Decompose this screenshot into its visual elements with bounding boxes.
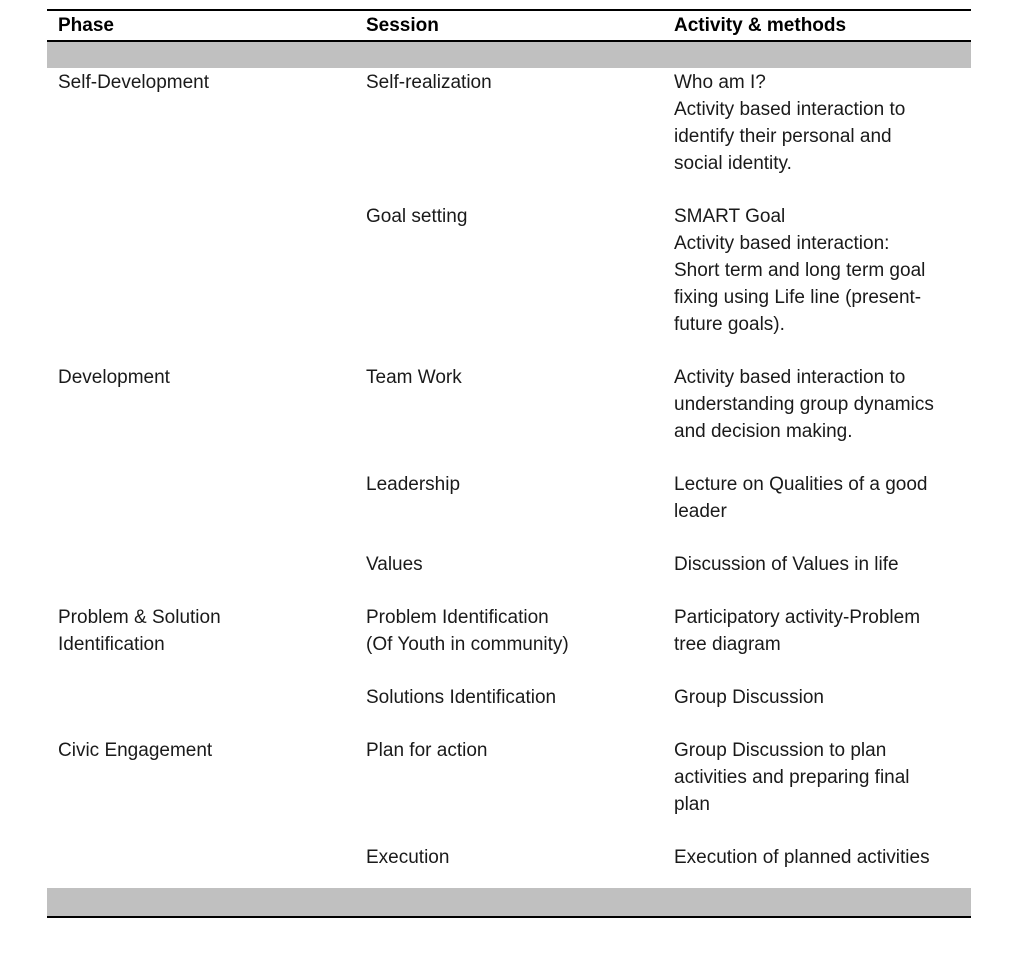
session-cell-line: Leadership <box>366 474 461 495</box>
header-session: Session <box>366 14 439 36</box>
phase-cell <box>47 844 355 871</box>
phase-cell <box>47 69 355 177</box>
activity-cell-line: and decision making. <box>674 421 853 442</box>
activity-cell-line: Execution of planned activities <box>674 847 930 868</box>
activity-cell-line: Discussion of Values in life <box>674 554 899 575</box>
session-cell-line: Team Work <box>366 367 462 388</box>
session-cell <box>355 203 663 338</box>
activity-cell-line: Activity based interaction to <box>674 99 906 120</box>
table-row <box>47 844 971 888</box>
activity-cell <box>663 69 971 177</box>
phase-cell <box>47 551 355 578</box>
session-cell-line: Problem Identification <box>366 607 549 628</box>
phase-cell-line: Self-Development <box>58 72 210 93</box>
activity-cell-line: Activity based interaction: <box>674 233 890 254</box>
session-cell-line: Self-realization <box>366 72 492 93</box>
activity-cell-line: Lecture on Qualities of a good <box>674 474 928 495</box>
session-cell <box>355 604 663 658</box>
session-cell <box>355 551 663 578</box>
activity-cell-line: Group Discussion to plan <box>674 740 887 761</box>
session-cell-line: (Of Youth in community) <box>366 634 569 655</box>
activity-cell-line: Group Discussion <box>674 687 824 708</box>
session-cell <box>355 69 663 177</box>
phase-cell <box>47 604 355 658</box>
table-row <box>47 69 971 203</box>
session-cell <box>355 471 663 525</box>
table-row <box>47 471 971 551</box>
activity-cell-line: plan <box>674 794 710 815</box>
activity-cell-line: identify their personal and <box>674 126 892 147</box>
phase-cell <box>47 364 355 445</box>
session-cell <box>355 737 663 818</box>
phase-cell <box>47 203 355 338</box>
activity-cell <box>663 364 971 445</box>
header-activity: Activity & methods <box>674 14 847 36</box>
activity-cell-line: Who am I? <box>674 72 766 93</box>
activity-cell-line: tree diagram <box>674 634 781 655</box>
table-row <box>47 604 971 684</box>
phase-cell <box>47 684 355 711</box>
session-cell-line: Goal setting <box>366 206 468 227</box>
activity-cell-line: fixing using Life line (present- <box>674 287 922 308</box>
table-row <box>47 551 971 604</box>
session-cell-line: Solutions Identification <box>366 687 557 708</box>
footer-shade-band <box>47 888 971 918</box>
session-cell <box>355 844 663 871</box>
session-cell-line: Values <box>366 554 423 575</box>
table-row <box>47 203 971 364</box>
session-cell-line: Plan for action <box>366 740 488 761</box>
activity-cell-line: Short term and long term goal <box>674 260 926 281</box>
table-header <box>47 11 971 42</box>
activity-cell <box>663 471 971 525</box>
activity-cell <box>663 203 971 338</box>
activity-cell-line: Participatory activity-Problem <box>674 607 921 628</box>
activity-cell-line: activities and preparing final <box>674 767 910 788</box>
table-row <box>47 684 971 737</box>
activity-cell-line: SMART Goal <box>674 206 786 227</box>
phase-cell-line: Problem & Solution <box>58 607 221 628</box>
activity-cell <box>663 604 971 658</box>
activity-cell-line: understanding group dynamics <box>674 394 934 415</box>
activity-cell-line: leader <box>674 501 727 522</box>
phase-cell-line: Identification <box>58 634 165 655</box>
phase-cell <box>47 737 355 818</box>
phase-cell-line: Development <box>58 367 170 388</box>
session-cell <box>355 684 663 711</box>
phase-cell-line: Civic Engagement <box>58 740 213 761</box>
activities-table <box>47 9 971 918</box>
header-phase: Phase <box>58 14 114 36</box>
activity-cell-line: future goals). <box>674 314 785 335</box>
table-row <box>47 737 971 844</box>
activity-cell-line: social identity. <box>674 153 792 174</box>
activity-cell <box>663 844 971 871</box>
session-cell-line: Execution <box>366 847 450 868</box>
table-row <box>47 364 971 471</box>
activity-cell <box>663 684 971 711</box>
header-shade-band <box>47 42 971 68</box>
activity-cell-line: Activity based interaction to <box>674 367 906 388</box>
table-body <box>47 68 971 888</box>
activity-cell <box>663 551 971 578</box>
session-cell <box>355 364 663 445</box>
phase-cell <box>47 471 355 525</box>
activity-cell <box>663 737 971 818</box>
